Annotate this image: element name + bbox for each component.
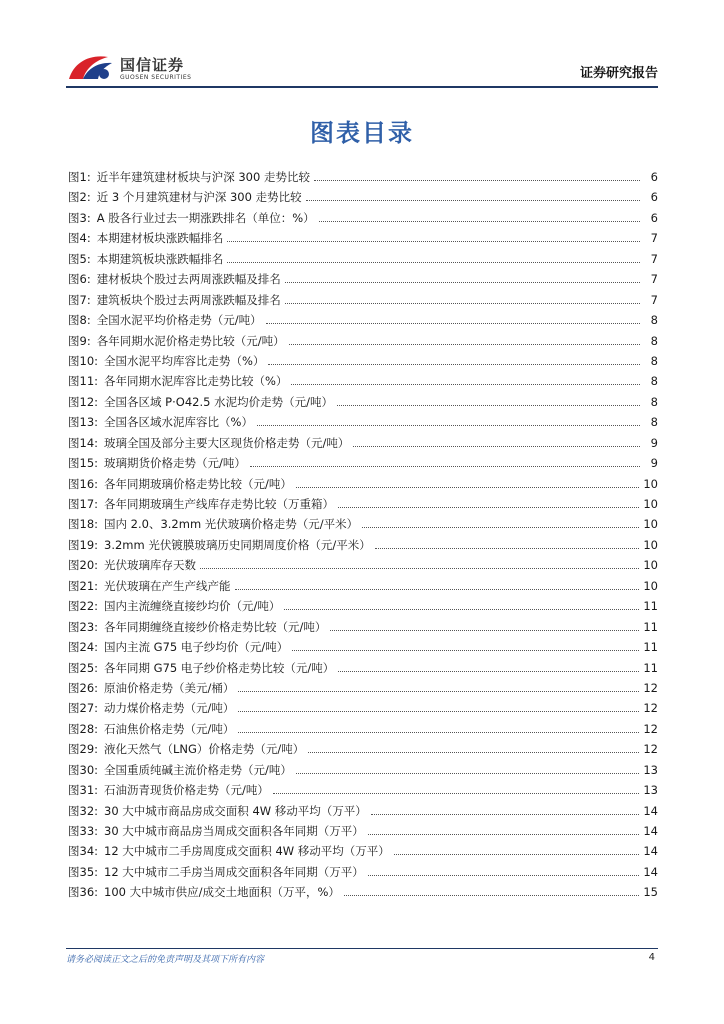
toc-figure-number: 图31: bbox=[68, 783, 99, 798]
toc-page-number: 10 bbox=[643, 537, 658, 552]
toc-page-number: 11 bbox=[643, 640, 658, 655]
toc-leader-dots bbox=[200, 568, 639, 569]
toc-page-number: 10 bbox=[643, 497, 658, 511]
toc-entry[interactable] bbox=[68, 660, 658, 680]
toc-page-number: 8 bbox=[650, 353, 658, 368]
toc-figure-number: 图12: bbox=[68, 394, 99, 409]
toc-leader-dots bbox=[266, 323, 640, 324]
page-header bbox=[66, 48, 658, 88]
toc-leader-dots bbox=[394, 854, 640, 855]
toc-entry[interactable] bbox=[68, 843, 658, 863]
toc-entry[interactable] bbox=[68, 373, 658, 393]
toc-page-number: 10 bbox=[643, 517, 658, 532]
toc-figure-title: 国内主流缠绕直接纱均价（元/吨） bbox=[104, 599, 281, 614]
toc-entry[interactable] bbox=[68, 476, 658, 496]
toc-leader-dots bbox=[273, 793, 639, 794]
toc-figure-number: 图8: bbox=[68, 313, 91, 328]
toc-page-number: 7 bbox=[650, 292, 658, 307]
toc-leader-dots bbox=[227, 241, 640, 242]
guosen-logo-icon bbox=[66, 52, 114, 84]
toc-leader-dots bbox=[250, 466, 640, 467]
toc-entry[interactable] bbox=[68, 230, 658, 250]
toc-figure-title: 全国各区域 P·O42.5 水泥均价走势（元/吨） bbox=[104, 394, 333, 409]
toc-figure-title: 近半年建筑建材板块与沪深 300 走势比较 bbox=[96, 170, 310, 184]
page-title: 图表目录 bbox=[310, 119, 414, 147]
toc-figure-title: A 股各行业过去一期涨跌排名（单位：%） bbox=[96, 210, 315, 225]
toc-page-number: 6 bbox=[650, 210, 658, 225]
report-type-label: 证券研究报告 bbox=[579, 66, 658, 81]
toc-figure-number: 图25: bbox=[68, 660, 99, 675]
toc-leader-dots bbox=[306, 200, 640, 201]
toc-figure-number: 图20: bbox=[68, 558, 99, 573]
toc-figure-number: 图21: bbox=[68, 578, 99, 593]
toc-figure-title: 100 大中城市供应/成交土地面积（万平，%） bbox=[104, 885, 340, 900]
toc-leader-dots bbox=[338, 671, 639, 672]
toc-entry[interactable] bbox=[68, 333, 658, 353]
toc-page-number: 11 bbox=[643, 619, 658, 634]
toc-figure-title: 各年同期玻璃价格走势比较（元/吨） bbox=[104, 476, 292, 491]
toc-leader-dots bbox=[285, 282, 640, 283]
toc-entry[interactable] bbox=[68, 537, 658, 557]
toc-entry[interactable] bbox=[68, 762, 658, 782]
toc-figure-number: 图32: bbox=[68, 803, 99, 818]
toc-figure-title: 石油沥青现货价格走势（元/吨） bbox=[104, 783, 269, 798]
toc-entry[interactable] bbox=[68, 598, 658, 618]
toc-leader-dots bbox=[338, 507, 639, 508]
toc-figure-number: 图1: bbox=[68, 170, 91, 184]
toc-entry[interactable] bbox=[68, 803, 658, 823]
toc-figure-title: 本期建材板块涨跌幅排名 bbox=[96, 231, 224, 246]
toc-page-number: 7 bbox=[650, 231, 658, 246]
toc-entry[interactable] bbox=[68, 680, 658, 700]
toc-figure-number: 图24: bbox=[68, 640, 99, 655]
toc-page-number: 10 bbox=[643, 578, 658, 593]
toc-leader-dots bbox=[257, 425, 640, 426]
toc-figure-title: 建筑板块个股过去两周涨跌幅及排名 bbox=[96, 292, 281, 307]
toc-page-number: 6 bbox=[650, 190, 658, 205]
toc-entry[interactable] bbox=[68, 353, 658, 373]
toc-figure-number: 图18: bbox=[68, 517, 99, 532]
toc-leader-dots bbox=[314, 180, 640, 181]
toc-entry[interactable] bbox=[68, 741, 658, 761]
toc-entry[interactable] bbox=[68, 414, 658, 434]
toc-figure-title: 原油价格走势（美元/桶） bbox=[104, 680, 235, 695]
toc-page-number: 13 bbox=[643, 762, 658, 777]
toc-figure-number: 图13: bbox=[68, 415, 99, 430]
toc-entry[interactable] bbox=[68, 619, 658, 639]
toc-page-number: 8 bbox=[650, 415, 658, 430]
logo-english-name: GUOSEN SECURITIES bbox=[120, 74, 192, 81]
toc-figure-title: 各年同期缠绕直接纱价格走势比较（元/吨） bbox=[104, 619, 327, 634]
toc-page-number: 12 bbox=[643, 742, 658, 757]
toc-figure-number: 图22: bbox=[68, 599, 99, 614]
toc-figure-title: 光伏玻璃库存天数 bbox=[104, 558, 197, 573]
toc-page-number: 15 bbox=[643, 885, 658, 900]
toc-leader-dots bbox=[319, 221, 640, 222]
toc-page-number: 13 bbox=[643, 783, 658, 798]
toc-entry[interactable] bbox=[68, 639, 658, 659]
toc-figure-title: 液化天然气（LNG）价格走势（元/吨） bbox=[104, 742, 305, 757]
toc-leader-dots bbox=[337, 405, 640, 406]
toc-leader-dots bbox=[296, 773, 639, 774]
company-logo bbox=[66, 50, 206, 86]
toc-leader-dots bbox=[371, 814, 640, 815]
toc-page-number: 8 bbox=[650, 313, 658, 328]
toc-figure-title: 各年同期 G75 电子纱价格走势比较（元/吨） bbox=[104, 660, 335, 675]
page-number: 4 bbox=[648, 952, 655, 963]
toc-figure-title: 全国各区域水泥库容比（%） bbox=[104, 415, 253, 430]
toc-figure-title: 全国水泥平均库容比走势（%） bbox=[104, 353, 265, 368]
toc-entry[interactable] bbox=[68, 496, 658, 516]
logo-chinese-name: 国信证券 bbox=[120, 56, 185, 74]
toc-leader-dots bbox=[344, 895, 639, 896]
toc-leader-dots bbox=[285, 303, 640, 304]
toc-figure-number: 图2: bbox=[68, 190, 91, 205]
toc-figure-title: 玻璃期货价格走势（元/吨） bbox=[104, 456, 246, 471]
toc-leader-dots bbox=[353, 446, 640, 447]
toc-figure-number: 图10: bbox=[68, 353, 99, 368]
toc-entry[interactable] bbox=[68, 435, 658, 455]
toc-page-number: 11 bbox=[643, 599, 658, 614]
toc-figure-number: 图15: bbox=[68, 456, 99, 471]
toc-entry[interactable] bbox=[68, 394, 658, 414]
toc-page-number: 9 bbox=[650, 435, 658, 450]
footer-disclaimer: 请务必阅读正文之后的免责声明及其项下所有内容 bbox=[66, 955, 265, 965]
toc-entry[interactable] bbox=[68, 884, 658, 904]
toc-figure-number: 图7: bbox=[68, 292, 91, 307]
toc-figure-number: 图17: bbox=[68, 497, 99, 511]
toc-figure-title: 各年同期水泥库容比走势比较（%） bbox=[104, 374, 288, 389]
toc-entry[interactable] bbox=[68, 578, 658, 598]
toc-leader-dots bbox=[368, 834, 640, 835]
toc-page-number: 12 bbox=[643, 680, 658, 695]
toc-figure-title: 全国重质纯碱主流价格走势（元/吨） bbox=[104, 762, 292, 777]
toc-leader-dots bbox=[238, 711, 639, 712]
toc-leader-dots bbox=[375, 548, 640, 549]
toc-figure-number: 图5: bbox=[68, 251, 91, 266]
toc-entry[interactable] bbox=[68, 169, 658, 189]
toc-entry[interactable] bbox=[68, 823, 658, 843]
toc-figure-number: 图29: bbox=[68, 742, 99, 757]
header-divider bbox=[66, 86, 658, 88]
toc-leader-dots bbox=[268, 364, 640, 365]
toc-figure-title: 国内主流 G75 电子纱均价（元/吨） bbox=[104, 640, 289, 655]
toc-leader-dots bbox=[368, 875, 640, 876]
toc-leader-dots bbox=[296, 487, 639, 488]
toc-figure-number: 图3: bbox=[68, 210, 91, 225]
toc-entry[interactable] bbox=[68, 557, 658, 577]
toc-figure-number: 图6: bbox=[68, 272, 91, 287]
toc-figure-number: 图23: bbox=[68, 619, 99, 634]
toc-figure-title: 动力煤价格走势（元/吨） bbox=[104, 701, 235, 716]
toc-leader-dots bbox=[284, 609, 639, 610]
footer-divider bbox=[66, 948, 658, 949]
toc-page-number: 7 bbox=[650, 251, 658, 266]
toc-entry[interactable] bbox=[68, 721, 658, 741]
toc-leader-dots bbox=[292, 650, 639, 651]
toc-page-number: 6 bbox=[650, 170, 658, 184]
toc-figure-title: 建材板块个股过去两周涨跌幅及排名 bbox=[96, 272, 281, 287]
toc-entry[interactable] bbox=[68, 189, 658, 209]
toc-page-number: 8 bbox=[650, 394, 658, 409]
toc-entry[interactable] bbox=[68, 516, 658, 536]
toc-page-number: 14 bbox=[643, 864, 658, 879]
toc-page-number: 12 bbox=[643, 701, 658, 716]
toc-figure-title: 国内 2.0、3.2mm 光伏玻璃价格走势（元/平米） bbox=[104, 517, 359, 532]
toc-figure-number: 图14: bbox=[68, 435, 99, 450]
toc-page-number: 10 bbox=[643, 558, 658, 573]
toc-figure-number: 图4: bbox=[68, 231, 91, 246]
toc-entry[interactable] bbox=[68, 700, 658, 720]
toc-figure-number: 图16: bbox=[68, 476, 99, 491]
toc-figure-title: 光伏玻璃在产生产线产能 bbox=[104, 578, 231, 593]
toc-entry[interactable] bbox=[68, 292, 658, 312]
toc-leader-dots bbox=[308, 752, 639, 753]
toc-entry[interactable] bbox=[68, 312, 658, 332]
toc-figure-title: 各年同期玻璃生产线库存走势比较（万重箱） bbox=[104, 497, 335, 511]
toc-figure-title: 近 3 个月建筑建材与沪深 300 走势比较 bbox=[96, 190, 302, 205]
toc-figure-number: 图34: bbox=[68, 844, 99, 859]
toc-entry[interactable] bbox=[68, 271, 658, 291]
toc-figure-number: 图9: bbox=[68, 333, 91, 348]
toc-page-number: 14 bbox=[643, 844, 658, 859]
toc-entry[interactable] bbox=[68, 251, 658, 271]
toc-page-number: 7 bbox=[650, 272, 658, 287]
toc-page-number: 9 bbox=[650, 456, 658, 471]
toc-entry[interactable] bbox=[68, 864, 658, 884]
toc-leader-dots bbox=[289, 344, 640, 345]
toc-leader-dots bbox=[362, 527, 639, 528]
toc-entry[interactable] bbox=[68, 210, 658, 230]
toc-figure-title: 石油焦价格走势（元/吨） bbox=[104, 721, 235, 736]
toc-page-number: 14 bbox=[643, 803, 658, 818]
toc-leader-dots bbox=[291, 384, 640, 385]
toc-page-number: 8 bbox=[650, 374, 658, 389]
toc-leader-dots bbox=[227, 262, 640, 263]
figure-list bbox=[68, 169, 658, 905]
toc-page-number: 14 bbox=[643, 824, 658, 838]
toc-page-number: 11 bbox=[643, 660, 658, 675]
toc-figure-number: 图19: bbox=[68, 537, 99, 552]
toc-figure-title: 12 大中城市二手房周度成交面积 4W 移动平均（万平） bbox=[104, 844, 390, 859]
toc-leader-dots bbox=[238, 732, 639, 733]
toc-figure-title: 30 大中城市商品房当周成交面积各年同期（万平） bbox=[104, 824, 364, 838]
toc-leader-dots bbox=[238, 691, 639, 692]
toc-figure-number: 图26: bbox=[68, 680, 99, 695]
toc-page-number: 8 bbox=[650, 333, 658, 348]
toc-figure-title: 全国水泥平均价格走势（元/吨） bbox=[96, 313, 262, 328]
toc-page-number: 12 bbox=[643, 721, 658, 736]
toc-figure-title: 30 大中城市商品房成交面积 4W 移动平均（万平） bbox=[104, 803, 367, 818]
toc-figure-title: 3.2mm 光伏镀膜玻璃历史同期周度价格（元/平米） bbox=[104, 537, 371, 552]
toc-figure-number: 图11: bbox=[68, 374, 99, 389]
toc-leader-dots bbox=[330, 630, 639, 631]
toc-figure-number: 图30: bbox=[68, 762, 99, 777]
toc-figure-number: 图36: bbox=[68, 885, 99, 900]
toc-figure-number: 图28: bbox=[68, 721, 99, 736]
toc-figure-number: 图35: bbox=[68, 864, 99, 879]
toc-page-number: 10 bbox=[643, 476, 658, 491]
toc-figure-number: 图33: bbox=[68, 824, 99, 838]
toc-figure-title: 各年同期水泥价格走势比较（元/吨） bbox=[96, 333, 285, 348]
toc-figure-title: 本期建筑板块涨跌幅排名 bbox=[96, 251, 224, 266]
toc-entry[interactable] bbox=[68, 455, 658, 475]
toc-entry[interactable] bbox=[68, 782, 658, 802]
toc-figure-number: 图27: bbox=[68, 701, 99, 716]
toc-leader-dots bbox=[235, 589, 640, 590]
toc-figure-title: 12 大中城市二手房当周成交面积各年同期（万平） bbox=[104, 864, 364, 879]
toc-figure-title: 玻璃全国及部分主要大区现货价格走势（元/吨） bbox=[104, 435, 350, 450]
